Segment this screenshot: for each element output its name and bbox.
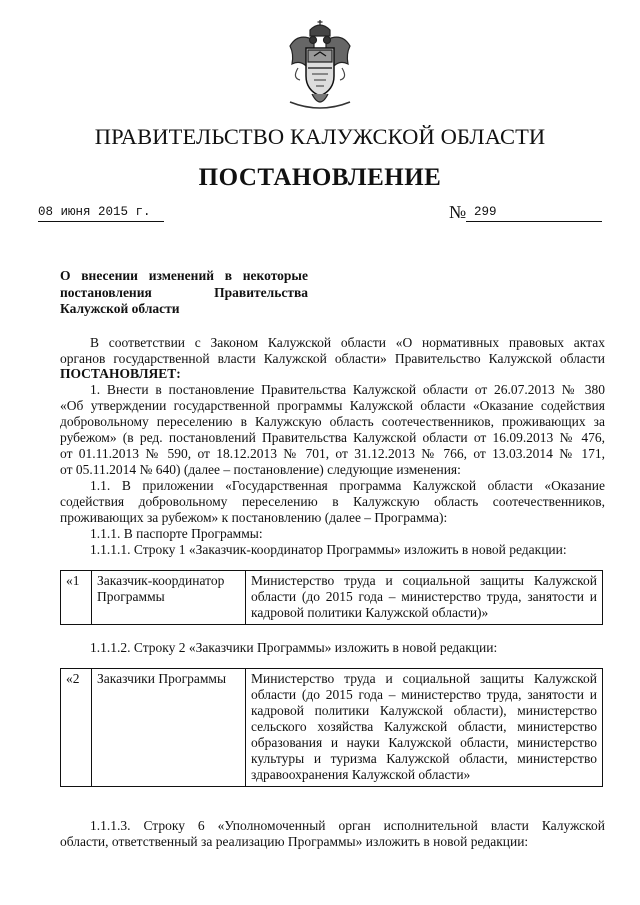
paragraph-line: проживающих за рубежом» к постановлению (далее – Программа): [60, 510, 448, 525]
resolves-heading: ПОСТАНОВЛЯЕТ: [60, 366, 181, 381]
paragraph-line: 1.1.1.3. Строку 6 «Уполномоченный орган исполнительной власти Калужской [90, 818, 605, 833]
document-subject [60, 268, 308, 318]
passport-table-row-1 [60, 570, 603, 625]
date-underline [38, 221, 164, 222]
table-row [61, 669, 603, 787]
row-name-cell: Заказчик-координатор Программы [92, 571, 246, 625]
document-type-heading: ПОСТАНОВЛЕНИЕ [198, 164, 442, 191]
document-number: 299 [474, 205, 497, 219]
preamble-line: В соответствии с Законом Калужской области «О нормативных правовых актах [90, 335, 605, 350]
row-value-cell: Министерство труда и социальной защиты Калужской области (до 2015 года – министерство труда, занятости и кадровой политики Калужской области)» [246, 571, 603, 625]
row-value-cell: Министерство труда и социальной защиты Калужской области (до 2015 года – министерство труда, занятости и кадровой политики Калужской области), министерство сельского хозяйства Калужской области, министерство образования и науки Калужской области, министерство культуры и туризма Калужской области, министерство здравоохранения Калужской области» [246, 669, 603, 787]
row-number-cell: «1 [61, 571, 92, 625]
row-number-cell: «2 [61, 669, 92, 787]
passport-table-row-2 [60, 668, 603, 787]
paragraph-line: рубежом» (в ред. постановлений Правительства Калужской области от 16.09.2013 № 476, [60, 430, 605, 445]
subject-line-1: О внесении изменений в некоторые [60, 268, 308, 283]
paragraph-line: содействия добровольному переселению в Калужскую область соотечественников, [60, 494, 605, 509]
subject-line-3: Калужской области [60, 301, 180, 316]
paragraph-line: области, ответственный за реализацию Программы» изложить в новой редакции: [60, 834, 529, 849]
document-date: 08 июня 2015 г. [38, 205, 151, 219]
row-name-cell: Заказчики Программы [92, 669, 246, 787]
organization-title: ПРАВИТЕЛЬСТВО КАЛУЖСКОЙ ОБЛАСТИ [94, 124, 546, 149]
paragraph-line: 1.1.1.2. Строку 2 «Заказчики Программы» изложить в новой редакции: [90, 640, 498, 655]
paragraph-line: добровольному переселению в Калужскую область соотечественников, проживающих за [60, 414, 605, 429]
number-underline [466, 221, 602, 222]
paragraph-line: от 01.11.2013 № 590, от 18.12.2013 № 701, от 31.12.2013 № 766, от 13.03.2014 № 171, [60, 446, 605, 461]
paragraph-line: 1.1. В приложении «Государственная программа Калужской области «Оказание [90, 478, 605, 493]
number-sign: № [449, 202, 467, 222]
table-row [61, 571, 603, 625]
paragraph-line: «Об утверждении государственной программы Калужской области «Оказание содействия [60, 398, 605, 413]
subject-line-2: постановления Правительства [60, 284, 308, 300]
coat-of-arms-icon [284, 18, 356, 114]
paragraph-line: 1. Внести в постановление Правительства Калужской области от 26.07.2013 № 380 [90, 382, 605, 397]
paragraph-line: от 05.11.2014 № 640) (далее – постановление) следующие изменения: [60, 462, 461, 477]
preamble-line: органов государственной власти Калужской области» Правительство Калужской области [60, 351, 605, 366]
paragraph-line: 1.1.1. В паспорте Программы: [90, 526, 263, 541]
paragraph-line: 1.1.1.1. Строку 1 «Заказчик-координатор Программы» изложить в новой редакции: [90, 542, 567, 557]
